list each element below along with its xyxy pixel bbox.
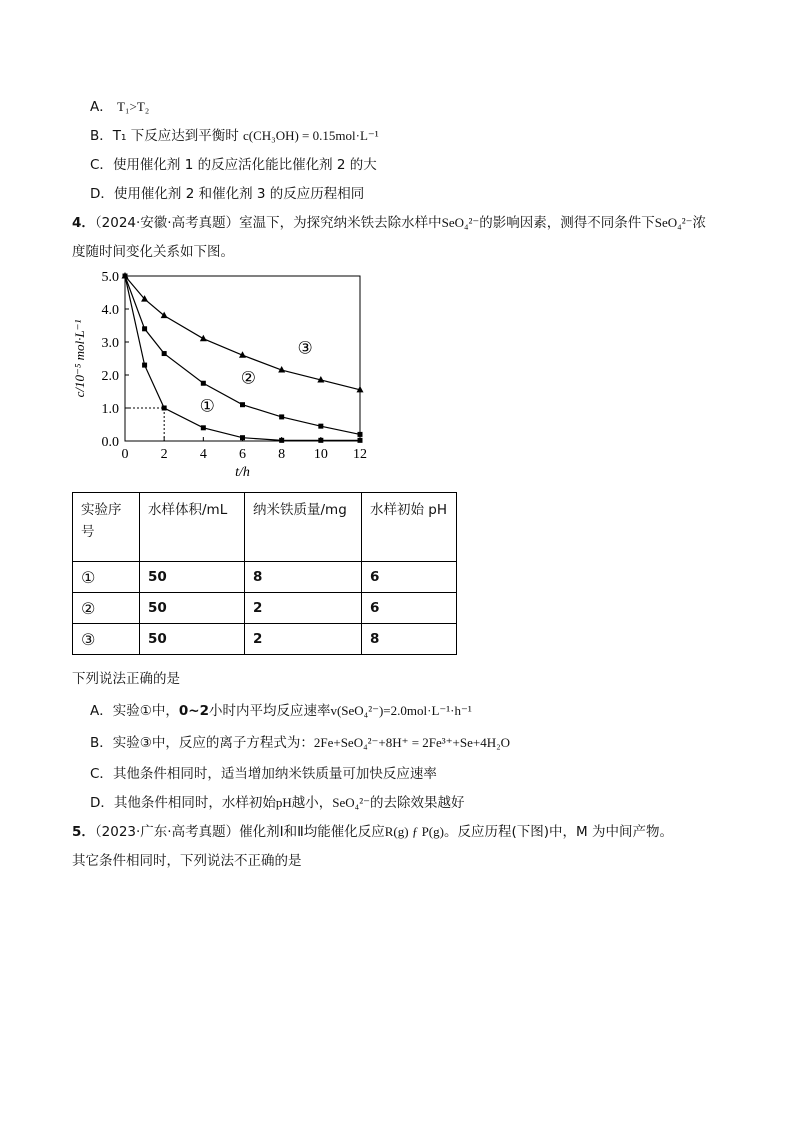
y-tick-label: 0.0 xyxy=(101,435,119,450)
series-label-3: ③ xyxy=(297,338,313,358)
x-tick-label: 4 xyxy=(199,447,207,462)
q5-stem-line1: 5．（2023·广东·高考真题）催化剂Ⅰ和Ⅱ均能催化反应R(g) ƒ P(g)。反应历程(下图)中，M 为中间产物。 xyxy=(72,824,673,840)
data-point xyxy=(358,432,363,437)
y-axis-label: c/10⁻⁵ mol·L⁻¹ xyxy=(72,319,87,398)
x-tick-label: 0 xyxy=(121,447,129,462)
header-cell-2: 纳米铁质量/mg xyxy=(245,493,362,562)
data-point xyxy=(142,363,147,368)
series-label-2: ② xyxy=(240,368,256,388)
guide-lines xyxy=(125,408,164,441)
x-tick-label: 2 xyxy=(160,447,168,462)
q3-option-a-text: T₁>T₂ xyxy=(117,99,150,114)
axis-ticks xyxy=(102,270,368,462)
y-tick-label: 5.0 xyxy=(101,270,119,285)
table-row: ③ 50 2 8 xyxy=(73,624,457,655)
data-point xyxy=(162,406,167,411)
y-tick-label: 1.0 xyxy=(101,402,119,417)
y-tick-label: 4.0 xyxy=(101,303,119,318)
q4-option-b: B．实验③中，反应的离子方程式为：2Fe+SeO₄²⁻+8H⁺ = 2Fe³⁺+Se+4H₂O xyxy=(90,735,511,751)
data-point xyxy=(279,438,284,443)
data-point xyxy=(318,424,323,429)
series-line-1 xyxy=(125,276,360,440)
q3-option-b-formula: c(CH₃OH) = 0.15mol·L⁻¹ xyxy=(243,128,379,143)
series-label-1: ① xyxy=(199,396,215,416)
q4-stem-line1: 4．（2024·安徽·高考真题）室温下，为探究纳米铁去除水样中SeO₄²⁻的影响因素，测得不同条件下SeO₄²⁻浓 xyxy=(72,215,706,231)
x-tick-label: 8 xyxy=(278,447,286,462)
data-point xyxy=(279,414,284,419)
q4-option-a: A．实验①中，0~2小时内平均反应速率v(SeO₄²⁻)=2.0mol·L⁻¹·h⁻¹ xyxy=(90,703,472,719)
q3-option-a: A． T₁>T₂ xyxy=(90,99,150,115)
q4-stem-line2: 度随时间变化关系如下图。 xyxy=(72,244,234,260)
data-point xyxy=(240,435,245,440)
x-tick-label: 6 xyxy=(239,447,246,462)
q3-option-c: C．使用催化剂 1 的反应活化能比催化剂 2 的大 xyxy=(90,157,377,173)
data-point xyxy=(201,425,206,430)
table-row: ② 50 2 6 xyxy=(73,593,457,624)
data-point xyxy=(318,438,323,443)
y-tick-label: 3.0 xyxy=(101,336,119,351)
q3-option-d: D．使用催化剂 2 和催化剂 3 的反应历程相同 xyxy=(90,186,365,202)
header-cell-3: 水样初始 pH xyxy=(362,493,457,562)
data-point xyxy=(161,312,168,319)
concentration-time-chart xyxy=(70,268,370,490)
data-point xyxy=(162,351,167,356)
q3-option-b: B．T₁ 下反应达到平衡时 c(CH₃OH) = 0.15mol·L⁻¹ xyxy=(90,128,379,144)
series-layer xyxy=(122,272,364,443)
plot-frame xyxy=(125,276,360,441)
data-point xyxy=(358,438,363,443)
q5-stem-line2: 其它条件相同时，下列说法不正确的是 xyxy=(72,853,302,869)
q4-option-d: D．其他条件相同时，水样初始pH越小，SeO₄²⁻的去除效果越好 xyxy=(90,795,465,811)
header-cell-0: 实验序 号 xyxy=(73,493,140,562)
q4-prompt: 下列说法正确的是 xyxy=(72,671,180,687)
x-tick-label: 12 xyxy=(353,447,367,462)
data-point xyxy=(142,326,147,331)
data-point xyxy=(201,381,206,386)
data-point xyxy=(240,402,245,407)
x-tick-label: 10 xyxy=(313,447,328,462)
y-tick-label: 2.0 xyxy=(101,369,119,384)
table-header-row xyxy=(73,493,457,562)
experiment-table xyxy=(72,492,457,655)
header-cell-1: 水样体积/mL xyxy=(140,493,245,562)
table-row: ① 50 8 6 xyxy=(73,562,457,593)
x-axis-label: t/h xyxy=(235,465,250,480)
q4-option-c: C．其他条件相同时，适当增加纳米铁质量可加快反应速率 xyxy=(90,766,437,782)
